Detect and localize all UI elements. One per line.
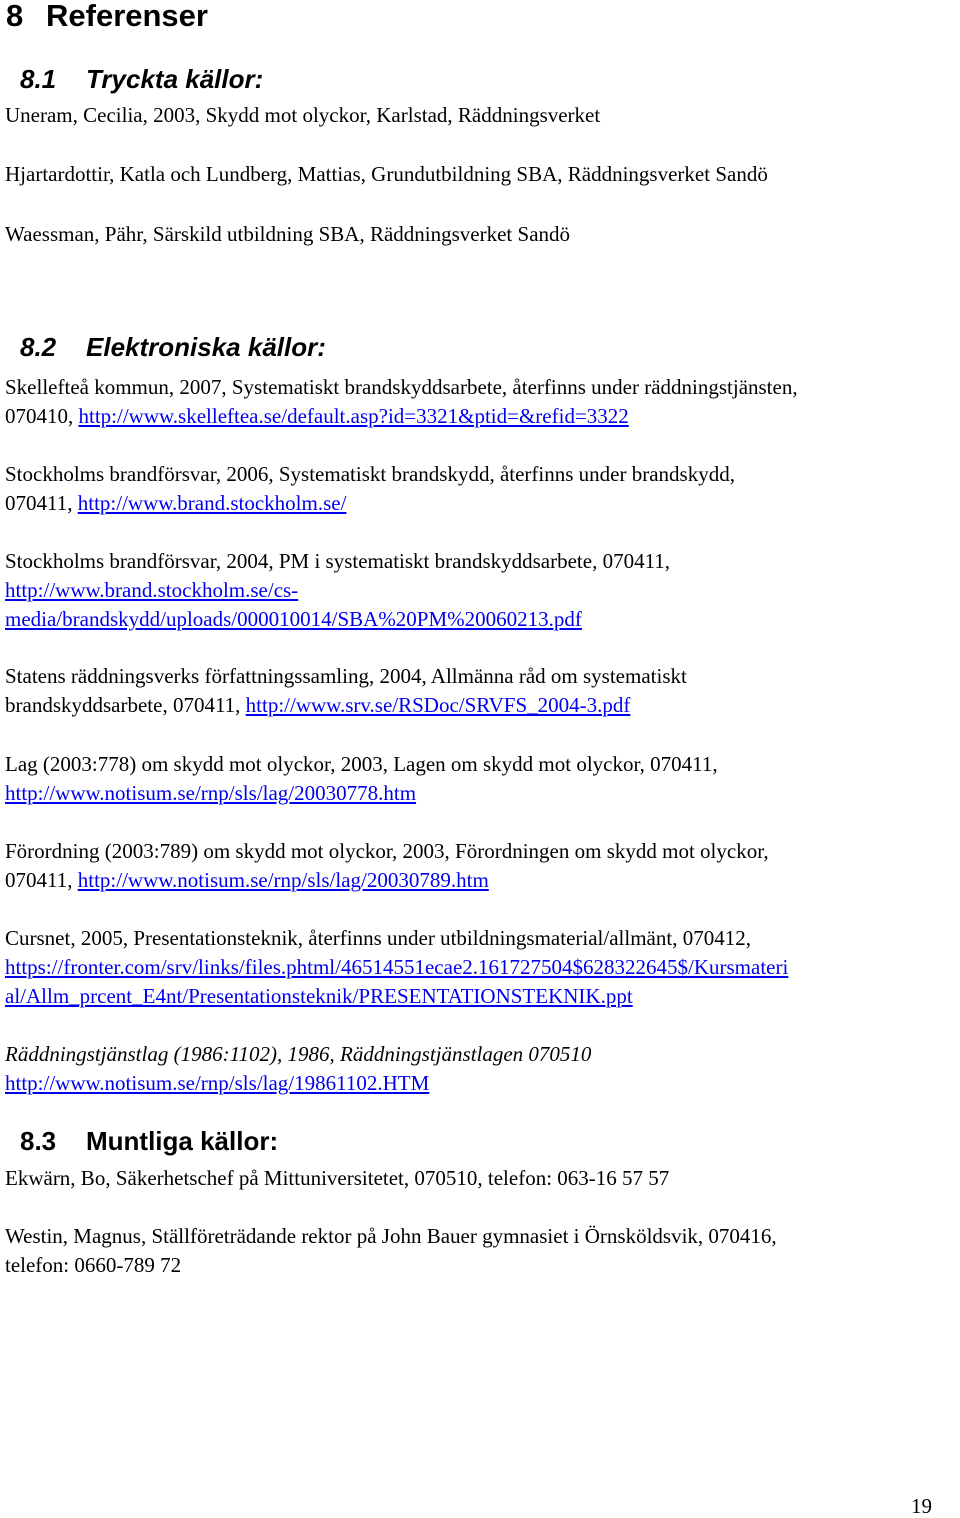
reference-entry: Stockholms brandförsvar, 2004, PM i systematiskt brandskyddsarbete, 070411,: [5, 549, 671, 573]
subsection-number: 8.3: [20, 1126, 57, 1156]
reference-entry-line: [5, 488, 346, 518]
reference-entry-line: [5, 1068, 429, 1098]
page-number: 19: [911, 1494, 932, 1518]
reference-link[interactable]: http://www.brand.stockholm.se/cs-: [5, 578, 299, 602]
subsection-title: Muntliga källor:: [86, 1126, 279, 1156]
subsection-heading-oral: [20, 1124, 278, 1158]
reference-entry: Förordning (2003:789) om skydd mot olyckor, 2003, Förordningen om skydd mot olyckor,: [5, 839, 769, 863]
subsection-number: 8.2: [20, 332, 57, 362]
reference-entry-line: [5, 778, 416, 808]
section-title: Referenser: [46, 0, 208, 33]
reference-link-continued[interactable]: al/Allm_prcent_E4nt/Presentationsteknik/PRESENTATIONSTEKNIK.ppt: [5, 984, 633, 1008]
subsection-heading-printed: [20, 62, 263, 96]
reference-link-continued[interactable]: media/brandskydd/uploads/000010014/SBA%20PM%20060213.pdf: [5, 607, 582, 631]
section-number: 8: [6, 0, 24, 33]
reference-entry-line: [5, 401, 629, 431]
reference-entry: Uneram, Cecilia, 2003, Skydd mot olyckor, Karlstad, Räddningsverket: [5, 103, 601, 127]
reference-entry: Räddningstjänstlag (1986:1102), 1986, Räddningstjänstlagen 070510: [5, 1042, 592, 1066]
reference-entry: Hjartardottir, Katla och Lundberg, Mattias, Grundutbildning SBA, Räddningsverket Sandö: [5, 162, 768, 186]
reference-entry: Statens räddningsverks författningssamling, 2004, Allmänna råd om systematiskt: [5, 664, 687, 688]
reference-link[interactable]: http://www.srv.se/RSDoc/SRVFS_2004-3.pdf: [245, 693, 631, 717]
reference-entry-line: [5, 952, 788, 982]
subsection-number: 8.1: [20, 64, 57, 94]
reference-link[interactable]: http://www.notisum.se/rnp/sls/lag/20030789.htm: [77, 868, 489, 892]
reference-link[interactable]: http://www.notisum.se/rnp/sls/lag/20030778.htm: [5, 781, 417, 805]
reference-link[interactable]: http://www.brand.stockholm.se/: [77, 491, 347, 515]
reference-entry-line: [5, 575, 298, 605]
reference-entry: Skellefteå kommun, 2007, Systematiskt brandskyddsarbete, återfinns under räddningstjänsten,: [5, 375, 798, 399]
subsection-heading-electronic: [20, 330, 326, 364]
reference-entry: Stockholms brandförsvar, 2006, Systematiskt brandskydd, återfinns under brandskydd,: [5, 462, 735, 486]
reference-link[interactable]: https://fronter.com/srv/links/files.phtml/46514551ecae2.161727504$628322645$/Kursmateri: [5, 955, 789, 979]
reference-link[interactable]: http://www.notisum.se/rnp/sls/lag/19861102.HTM: [5, 1071, 430, 1095]
reference-entry-line: telefon: 0660-789 72: [5, 1253, 182, 1277]
reference-entry: Westin, Magnus, Ställföreträdande rektor på John Bauer gymnasiet i Örnsköldsvik, 070416,: [5, 1224, 777, 1248]
section-heading-referenser: [6, 0, 208, 36]
reference-entry-line: [5, 690, 630, 720]
reference-entry: Ekwärn, Bo, Säkerhetschef på Mittuniversitetet, 070510, telefon: 063-16 57 57: [5, 1166, 670, 1190]
reference-entry: Waessman, Pähr, Särskild utbildning SBA, Räddningsverket Sandö: [5, 222, 571, 246]
reference-entry: Cursnet, 2005, Presentationsteknik, återfinns under utbildningsmaterial/allmänt, 070412,: [5, 926, 751, 950]
reference-date: 070411,: [5, 491, 78, 515]
reference-entry: Lag (2003:778) om skydd mot olyckor, 2003, Lagen om skydd mot olyckor, 070411,: [5, 752, 718, 776]
reference-entry-line: [5, 604, 582, 634]
reference-date: brandskyddsarbete, 070411,: [5, 693, 246, 717]
subsection-title: Tryckta källor:: [86, 64, 264, 94]
reference-entry-line: [5, 981, 633, 1011]
reference-link[interactable]: http://www.skelleftea.se/default.asp?id=3321&ptid=&refid=3322: [78, 404, 629, 428]
subsection-title: Elektroniska källor:: [86, 332, 326, 362]
reference-date: 070411,: [5, 868, 78, 892]
reference-entry-line: [5, 865, 489, 895]
reference-date: 070410,: [5, 404, 79, 428]
